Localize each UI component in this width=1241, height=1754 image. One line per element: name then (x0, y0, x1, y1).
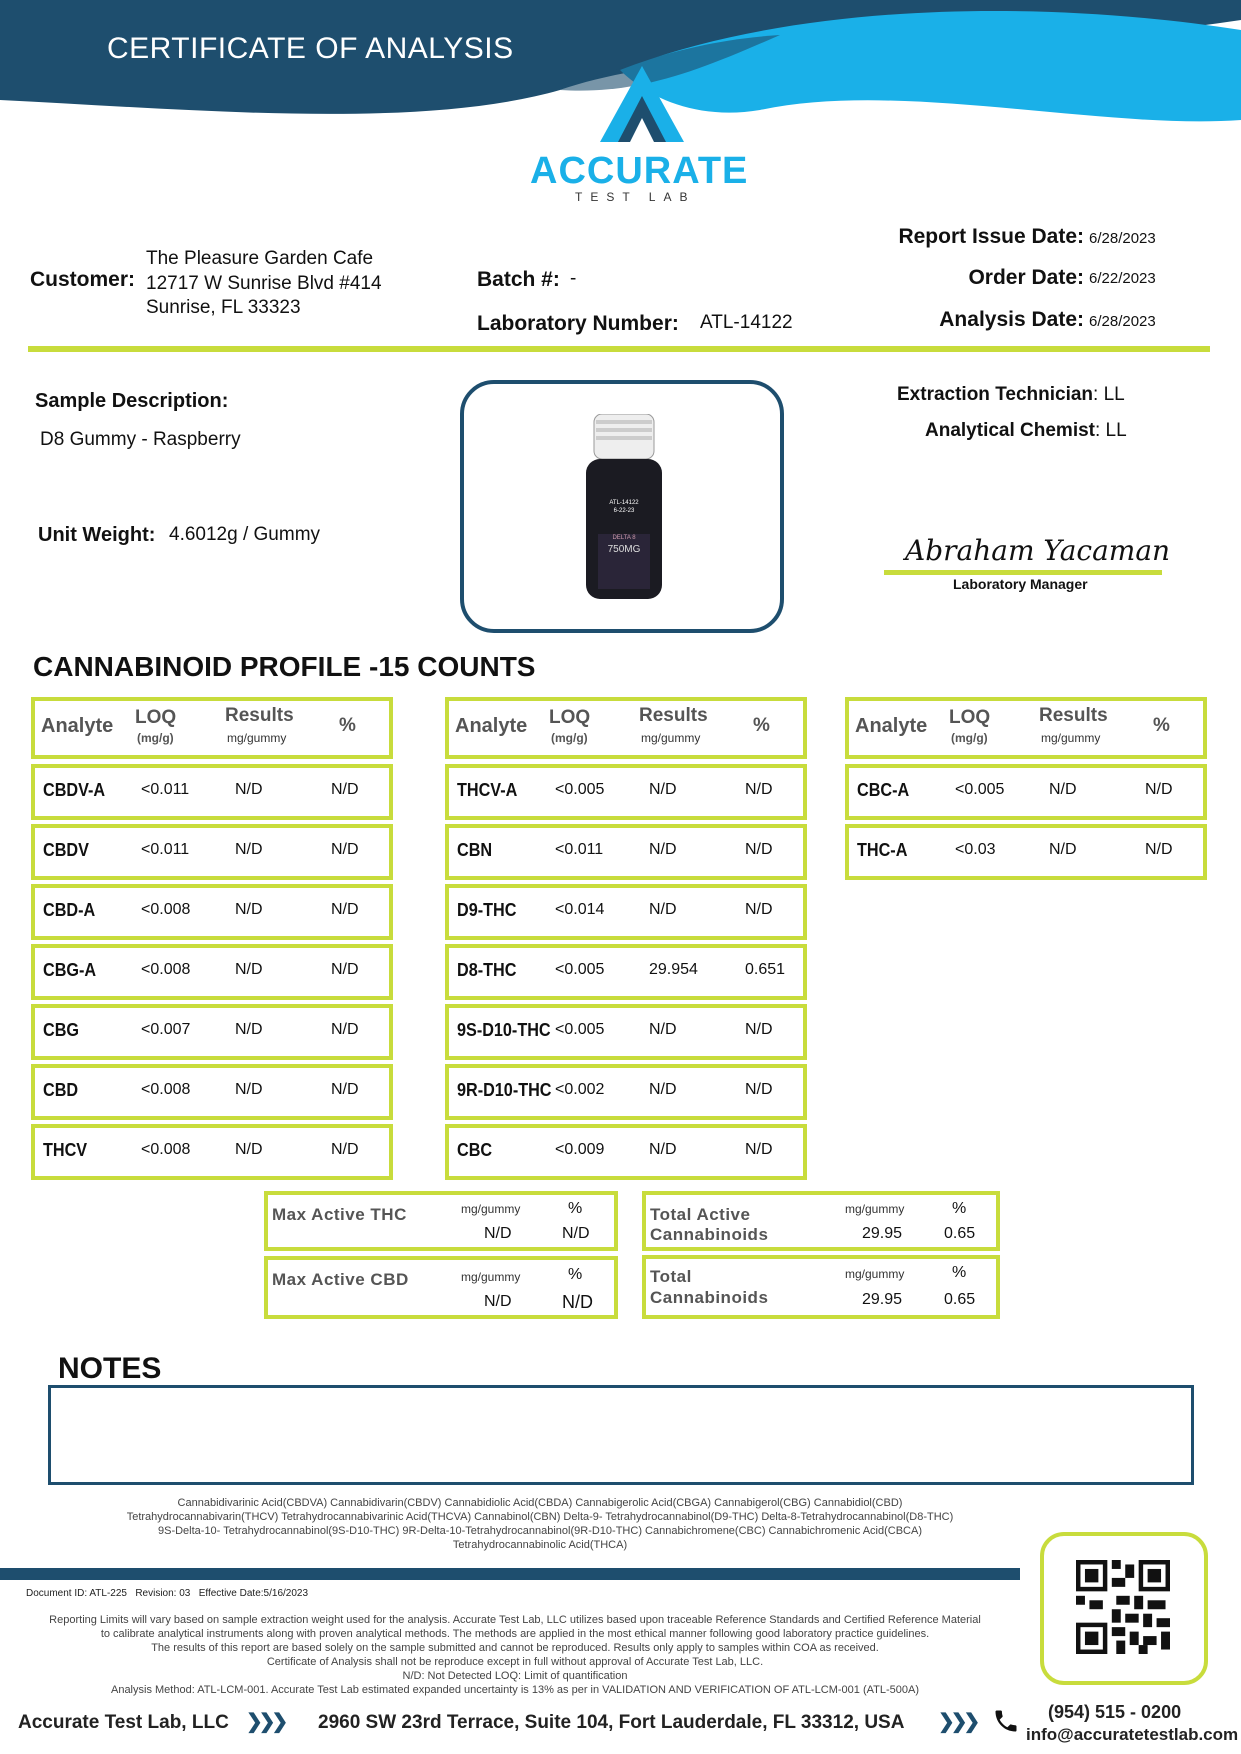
header-loq-unit: (mg/g) (137, 731, 174, 745)
result-value: N/D (649, 1141, 677, 1158)
table-row (445, 1064, 807, 1120)
triangle-logo-icon (600, 66, 684, 142)
total-value: 29.95 (862, 1291, 903, 1308)
loq-value: <0.005 (555, 961, 605, 978)
result-value: N/D (235, 961, 263, 978)
result-value: N/D (235, 1081, 263, 1098)
glossary-line: Tetrahydrocannabinolic Acid(THCA) (452, 1539, 628, 1551)
analysis-date: 6/28/2023 (1089, 313, 1156, 330)
disclaimer-line: N/D: Not Detected LOQ: Limit of quantification (402, 1670, 628, 1682)
batch-value: - (570, 268, 577, 289)
analyte-name: CBG-A (43, 960, 97, 980)
loq-value: <0.008 (141, 1141, 191, 1158)
total-active-unit: mg/gummy (845, 1202, 905, 1216)
loq-value: <0.011 (141, 781, 190, 798)
svg-text:DELTA 8: DELTA 8 (612, 535, 636, 541)
qr-code-icon[interactable] (1076, 1560, 1170, 1654)
percent-value: N/D (1145, 781, 1173, 798)
svg-text:750MG: 750MG (607, 544, 641, 555)
percent-value: N/D (331, 1081, 359, 1098)
analyte-name: D9-THC (457, 900, 517, 920)
loq-value: <0.005 (555, 1021, 605, 1038)
max-active-thc-unit: mg/gummy (461, 1202, 521, 1216)
extraction-technician-value: : LL (1093, 384, 1125, 405)
analyte-name: 9S-D10-THC (457, 1020, 551, 1040)
brand-name: ACCURATE (530, 150, 749, 192)
order-date-label: Order Date: (968, 266, 1084, 289)
header-loq: LOQ (949, 707, 991, 728)
header-results: Results (1039, 705, 1108, 726)
batch-label: Batch #: (477, 268, 560, 291)
max-active-cbd-pct-label: % (568, 1266, 583, 1283)
table-header (445, 697, 807, 759)
loq-value: <0.005 (555, 781, 605, 798)
table-header (31, 697, 393, 759)
header-results-unit: mg/gummy (227, 731, 287, 745)
result-value: N/D (649, 1021, 677, 1038)
header-analyte: Analyte (855, 715, 928, 737)
max-active-thc-label: Max Active THC (272, 1205, 407, 1224)
loq-value: <0.005 (955, 781, 1005, 798)
total-pct: 0.65 (944, 1291, 976, 1308)
result-value: N/D (235, 781, 263, 798)
header-results: Results (225, 705, 294, 726)
total-cannabinoids-box (642, 1255, 1000, 1319)
result-value: N/D (235, 1021, 263, 1038)
loq-value: <0.008 (141, 901, 191, 918)
max-active-thc-pct-label: % (568, 1200, 583, 1217)
analyte-name: CBD-A (43, 900, 96, 920)
percent-value: N/D (331, 901, 359, 918)
loq-value: <0.03 (955, 841, 996, 858)
loq-value: <0.002 (555, 1081, 605, 1098)
percent-value: N/D (331, 841, 359, 858)
result-value: N/D (649, 841, 677, 858)
table-row (845, 824, 1207, 880)
analytical-chemist-value: : LL (1095, 420, 1127, 441)
header-loq: LOQ (135, 707, 177, 728)
analyte-name: CBN (457, 840, 493, 860)
header-analyte: Analyte (41, 715, 114, 737)
bottle-image (574, 414, 674, 604)
header-loq: LOQ (549, 707, 591, 728)
extraction-technician-label: Extraction Technician (897, 384, 1094, 405)
table-row (31, 1064, 393, 1120)
max-active-cbd-pct: N/D (562, 1292, 593, 1312)
loq-value: <0.008 (141, 961, 191, 978)
table-row (31, 824, 393, 880)
analyte-name: CBC (457, 1140, 493, 1160)
header-percent: % (1153, 715, 1170, 736)
max-active-cbd-box (264, 1256, 618, 1319)
footer-phone[interactable]: (954) 515 - 0200 (1048, 1702, 1182, 1722)
customer-address-2: Sunrise, FL 33323 (146, 297, 301, 318)
percent-value: N/D (745, 841, 773, 858)
sample-description-label: Sample Description: (35, 390, 229, 412)
total-active-label-2: Cannabinoids (650, 1225, 769, 1244)
disclaimer-line: Analysis Method: ATL-LCM-001. Accurate Test Lab estimated expanded uncertainty is 13% as per in VALIDATION AND VERIFICATION OF ATL-LCM-001 (ATL-500A) (110, 1684, 920, 1696)
total-label-2: Cannabinoids (650, 1288, 769, 1307)
glossary (60, 1496, 1020, 1552)
total-active-pct-label: % (952, 1200, 967, 1217)
result-value: N/D (1049, 841, 1077, 858)
header-percent: % (339, 715, 356, 736)
max-active-thc-pct: N/D (562, 1225, 590, 1242)
max-active-cbd-value: N/D (484, 1293, 512, 1310)
glossary-line: Tetrahydrocannabivarin(THCV) Tetrahydrocannabivarinic Acid(THCVA) Cannabinol(CBN) Delta-9- Tetrahydrocannabinol(D9-THC) Delta-8-Tetrahydrocannabinol(D8-THC) (126, 1511, 954, 1523)
header-loq-unit: (mg/g) (951, 731, 988, 745)
chevron-icon: ❯❯❯ (246, 1711, 285, 1733)
manager-signature: Abraham Yacaman (905, 534, 1171, 567)
header-results: Results (639, 705, 708, 726)
analyte-name: CBG (43, 1020, 79, 1040)
table-row (445, 1004, 807, 1060)
percent-value: N/D (745, 1141, 773, 1158)
manager-title: Laboratory Manager (953, 576, 1088, 592)
percent-value: N/D (745, 1081, 773, 1098)
table-row (445, 824, 807, 880)
result-value: N/D (649, 901, 677, 918)
percent-value: N/D (745, 901, 773, 918)
loq-value: <0.007 (141, 1021, 191, 1038)
lab-number-value: ATL-14122 (700, 312, 793, 333)
table-row (445, 884, 807, 940)
customer-name: The Pleasure Garden Cafe (146, 248, 374, 269)
footer-company: Accurate Test Lab, LLC (18, 1712, 229, 1733)
percent-value: N/D (745, 781, 773, 798)
header-loq-unit: (mg/g) (551, 731, 588, 745)
analyte-name: CBD (43, 1080, 79, 1100)
footer-address: 2960 SW 23rd Terrace, Suite 104, Fort Lauderdale, FL 33312, USA (318, 1712, 905, 1733)
result-value: N/D (649, 781, 677, 798)
issue-date-label: Report Issue Date: (898, 225, 1084, 248)
disclaimer-line: The results of this report are based solely on the sample submitted and cannot be reproduced. Results only apply to samples within COA as received. (151, 1642, 879, 1654)
table-row (31, 884, 393, 940)
total-pct-label: % (952, 1264, 967, 1281)
max-active-thc-value: N/D (484, 1225, 512, 1242)
total-active-cannabinoids-box (642, 1191, 1000, 1251)
svg-text:6-22-23: 6-22-23 (613, 508, 635, 514)
analyte-name: CBC-A (857, 780, 910, 800)
table-row (445, 764, 807, 820)
table-row (845, 764, 1207, 820)
disclaimer (10, 1613, 1020, 1697)
result-value: N/D (235, 901, 263, 918)
max-active-cbd-unit: mg/gummy (461, 1270, 521, 1284)
revision: Revision: 03 (135, 1588, 191, 1599)
sample-description: D8 Gummy - Raspberry (40, 429, 241, 450)
sample-photo (460, 380, 784, 633)
analytical-chemist-label: Analytical Chemist (925, 420, 1095, 441)
analyte-name: THCV (43, 1140, 88, 1160)
analyte-name: D8-THC (457, 960, 517, 980)
header-analyte: Analyte (455, 715, 528, 737)
header-results-unit: mg/gummy (641, 731, 701, 745)
total-label-1: Total (650, 1267, 692, 1286)
document-title: CERTIFICATE OF ANALYSIS (107, 32, 514, 65)
notes-title: NOTES (58, 1352, 162, 1385)
percent-value: 0.651 (745, 961, 786, 978)
result-value: 29.954 (649, 961, 698, 978)
analysis-date-label: Analysis Date: (939, 308, 1084, 331)
analyte-name: CBDV-A (43, 780, 106, 800)
table-row (445, 1124, 807, 1180)
percent-value: N/D (1145, 841, 1173, 858)
table-row (31, 1124, 393, 1180)
analytical-chemist (925, 420, 1127, 442)
table-row (31, 764, 393, 820)
cannabinoid-profile-title: CANNABINOID PROFILE -15 COUNTS (33, 651, 536, 682)
customer-label: Customer: (30, 268, 136, 291)
notes-box (48, 1385, 1194, 1485)
unit-weight-label: Unit Weight: (38, 524, 156, 546)
brand-subtitle: TEST LAB (575, 190, 696, 204)
disclaimer-line: Certificate of Analysis shall not be reproduce except in full without approval of Accurate Test Lab, LLC. (266, 1656, 764, 1668)
loq-value: <0.008 (141, 1081, 191, 1098)
percent-value: N/D (745, 1021, 773, 1038)
result-value: N/D (1049, 781, 1077, 798)
result-value: N/D (235, 1141, 263, 1158)
chevron-icon: ❯❯❯ (938, 1711, 977, 1733)
percent-value: N/D (331, 1021, 359, 1038)
loq-value: <0.014 (555, 901, 605, 918)
header-percent: % (753, 715, 770, 736)
analyte-name: CBDV (43, 840, 89, 860)
table-row (445, 944, 807, 1000)
table-row (31, 1004, 393, 1060)
result-value: N/D (649, 1081, 677, 1098)
svg-text:ATL-14122: ATL-14122 (609, 500, 639, 506)
customer-address-1: 12717 W Sunrise Blvd #414 (146, 273, 382, 294)
percent-value: N/D (331, 1141, 359, 1158)
analyte-name: THC-A (857, 840, 908, 860)
total-active-value: 29.95 (862, 1225, 903, 1242)
issue-date: 6/28/2023 (1089, 230, 1156, 247)
document-id-value: Document ID: ATL-225 (26, 1588, 127, 1599)
loq-value: <0.011 (141, 841, 190, 858)
disclaimer-line: to calibrate analytical instruments along with proven analytical methods. The methods are applied in the most ethical manner following good laboratory practice guidelines. (100, 1628, 930, 1640)
effective-date: Effective Date:5/16/2023 (198, 1588, 309, 1599)
document-id (26, 1588, 308, 1599)
result-value: N/D (235, 841, 263, 858)
loq-value: <0.011 (555, 841, 604, 858)
signature-line (884, 570, 1162, 575)
footer-email[interactable]: info@accuratetestlab.com (1026, 1725, 1239, 1744)
analyte-name: 9R-D10-THC (457, 1080, 552, 1100)
loq-value: <0.009 (555, 1141, 605, 1158)
disclaimer-line: Reporting Limits will vary based on sample extraction weight used for the analysis. Accurate Test Lab, LLC utilizes based upon traceable Reference Standards and Certified Reference Material (49, 1614, 981, 1626)
max-active-thc-box (264, 1191, 618, 1251)
percent-value: N/D (331, 961, 359, 978)
qr-code-frame (1040, 1532, 1208, 1685)
lab-number-label: Laboratory Number: (477, 312, 679, 335)
total-unit: mg/gummy (845, 1267, 905, 1281)
unit-weight: 4.6012g / Gummy (169, 524, 321, 545)
glossary-line: Cannabidivarinic Acid(CBDVA) Cannabidivarin(CBDV) Cannabidiolic Acid(CBDA) Cannabigerolic Acid(CBGA) Cannabigerol(CBG) Cannabidiol(CBD) (177, 1497, 903, 1509)
percent-value: N/D (331, 781, 359, 798)
total-active-pct: 0.65 (944, 1225, 976, 1242)
phone-icon (992, 1707, 1020, 1735)
max-active-cbd-label: Max Active CBD (272, 1270, 409, 1289)
total-active-label-1: Total Active (650, 1205, 751, 1224)
table-row (31, 944, 393, 1000)
glossary-line: 9S-Delta-10- Tetrahydrocannabinol(9S-D10-THC) 9R-Delta-10-Tetrahydrocannabinol(9R-D10-THC) Cannabichromene(CBC) Cannabichromenic Acid(CBCA) (157, 1525, 922, 1537)
table-header (845, 697, 1207, 759)
analyte-name: THCV-A (457, 780, 518, 800)
header-divider (28, 346, 1210, 352)
footer-divider (0, 1568, 1020, 1580)
extraction-technician (897, 384, 1125, 406)
order-date: 6/22/2023 (1089, 270, 1156, 287)
header-results-unit: mg/gummy (1041, 731, 1101, 745)
